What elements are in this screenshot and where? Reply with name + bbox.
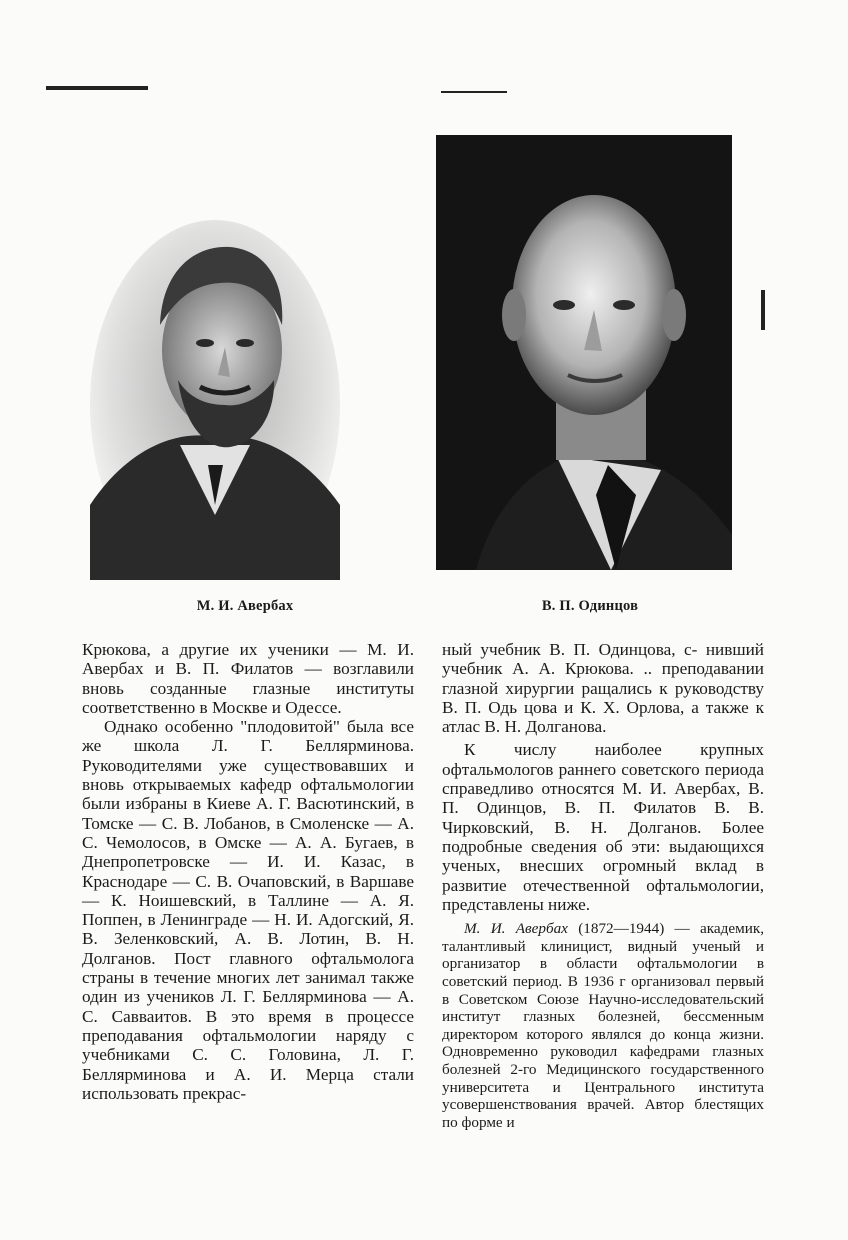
top-rule-left	[46, 86, 148, 90]
left-paragraph-2: Однако особенно "плодовитой" была все же школа Л. Г. Беллярминова. Руководителями уже существовавших и вновь открываемых кафедр офтальмологии были избраны в Киеве А. Г. Васютинский, в Томске — С. В. Лобанов, в Смоленске — А. С. Чемолосов, в Омске — А. А. Бугаев, в Днепропетровске — И. И. Казас, в Краснодаре — С. В. Очаповский, в Варшаве — К. Ноишевский, в Таллине — А. Я. Поппен, в Ленинграде — Н. И. Адогский, Я. В. Зеленковский, А. В. Лотин, В. Н. Долганов. Пост главного офтальмолога страны в течение многих лет занимал также один из учеников Л. Г. Беллярминова — А. С. Савваитов. В это время в процессе преподавания офтальмологии наряду с учебниками С. С. Головина, Л. Г. Беллярминова и А. И. Мерца стали использовать прекрас-	[82, 717, 414, 1103]
right-paragraph-1: ный учебник В. П. Одинцова, с- нивший учебник А. А. Крюкова. .. преподавании глазной хирургии ращались к руководству В. П. Одь цова и К. Х. Орлова, а также к атлас В. Н. Долганова.	[442, 640, 764, 737]
right-paragraph-2: К числу наиболее крупных офтальмологов раннего советского периода справедливо относятся М. И. Авербах, В. П. Одинцов, В. П. Филатов В. В. Чирковский, В. Н. Долганов. Более подробные сведения об эти: выдающихся ученых, внесших огромный вклад в развитие отечественной офтальмологии, представлены ниже.	[442, 740, 764, 914]
right-column	[442, 640, 764, 1131]
caption-odintsov: В. П. Одинцов	[541, 598, 639, 614]
portrait-odintsov	[436, 135, 732, 570]
top-rule-right	[441, 91, 507, 93]
right-bio-paragraph	[442, 920, 764, 1131]
bio-name: М. И. Авербах	[464, 920, 568, 938]
left-column	[82, 640, 414, 1103]
left-paragraph-1: Крюкова, а другие их ученики — М. И. Авербах и В. П. Филатов — возглавили вновь созданные глазные институты соответственно в Москве и Одессе.	[82, 640, 414, 717]
bio-text: (1872—1944) — академик, талантливый клиницист, видный ученый и организатор в области офтальмологии в советский период. В 1936 г организовал первый в Советском Союзе Научно-исследовательский институт глазных болезней, бессменным директором которого являлся до конца жизни. Одновременно руководил кафедрами глазных болезней 2-го Медицинского государственного университета и Центрального института усовершенствования врачей. Автор блестящих по форме и	[442, 920, 764, 1131]
caption-averbakh: М. И. Авербах	[196, 598, 294, 614]
portrait-averbakh	[90, 175, 340, 580]
margin-mark	[761, 290, 765, 330]
